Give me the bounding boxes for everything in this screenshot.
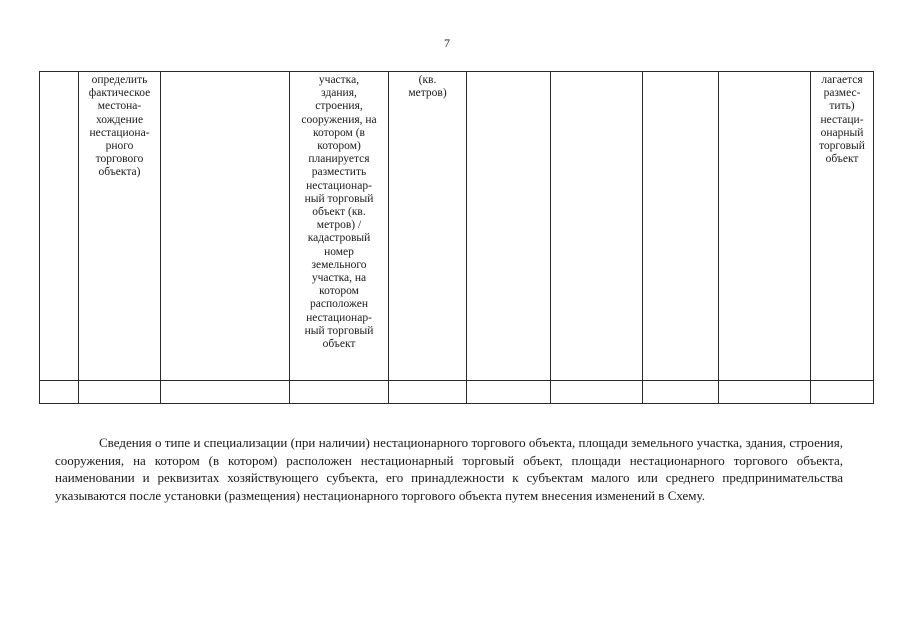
table-cell (389, 381, 467, 404)
table-cell (79, 381, 161, 404)
table-cell (290, 381, 389, 404)
table-cell (643, 381, 719, 404)
table-cell: (кв. метров) (389, 72, 467, 381)
footnote-paragraph: Сведения о типе и специализации (при наличии) нестационарного торгового объекта, площади земельного участка, здания, строения, сооружения, на котором (в котором) расположен нестационарный торговый объект, площади нестационарного торгового объекта, наименовании и реквизитах хозяйствующего субъекта, его принадлежности к субъектам малого или среднего предпринимательства указываются после установки (размещения) нестационарного торгового объекта путем внесения изменений в Схему. (55, 435, 843, 503)
table-cell (40, 72, 79, 381)
table-cell (551, 72, 643, 381)
table-cell (161, 72, 290, 381)
table-cell: участка, здания, строения, сооружения, на котором (в котором) планируется разместить нестационар- ный торговый объект (кв. метров) / кадастровый номер земельного участка, на котором расположен нестационар- ный торговый объект (290, 72, 389, 381)
table-row (40, 72, 874, 381)
schema-table (39, 71, 874, 404)
table-cell (719, 381, 811, 404)
table-cell (161, 381, 290, 404)
table-cell (40, 381, 79, 404)
table-cell (467, 381, 551, 404)
table-cell (551, 381, 643, 404)
table-cell: определить фактическое местона- хождение нестациона- рного торгового объекта) (79, 72, 161, 381)
table-row (40, 381, 874, 404)
table-cell (643, 72, 719, 381)
table-cell (719, 72, 811, 381)
table-cell (467, 72, 551, 381)
page-number: 7 (444, 36, 450, 50)
table-cell (811, 381, 874, 404)
table-cell: лагается размес- тить) нестаци- онарный торговый объект (811, 72, 874, 381)
